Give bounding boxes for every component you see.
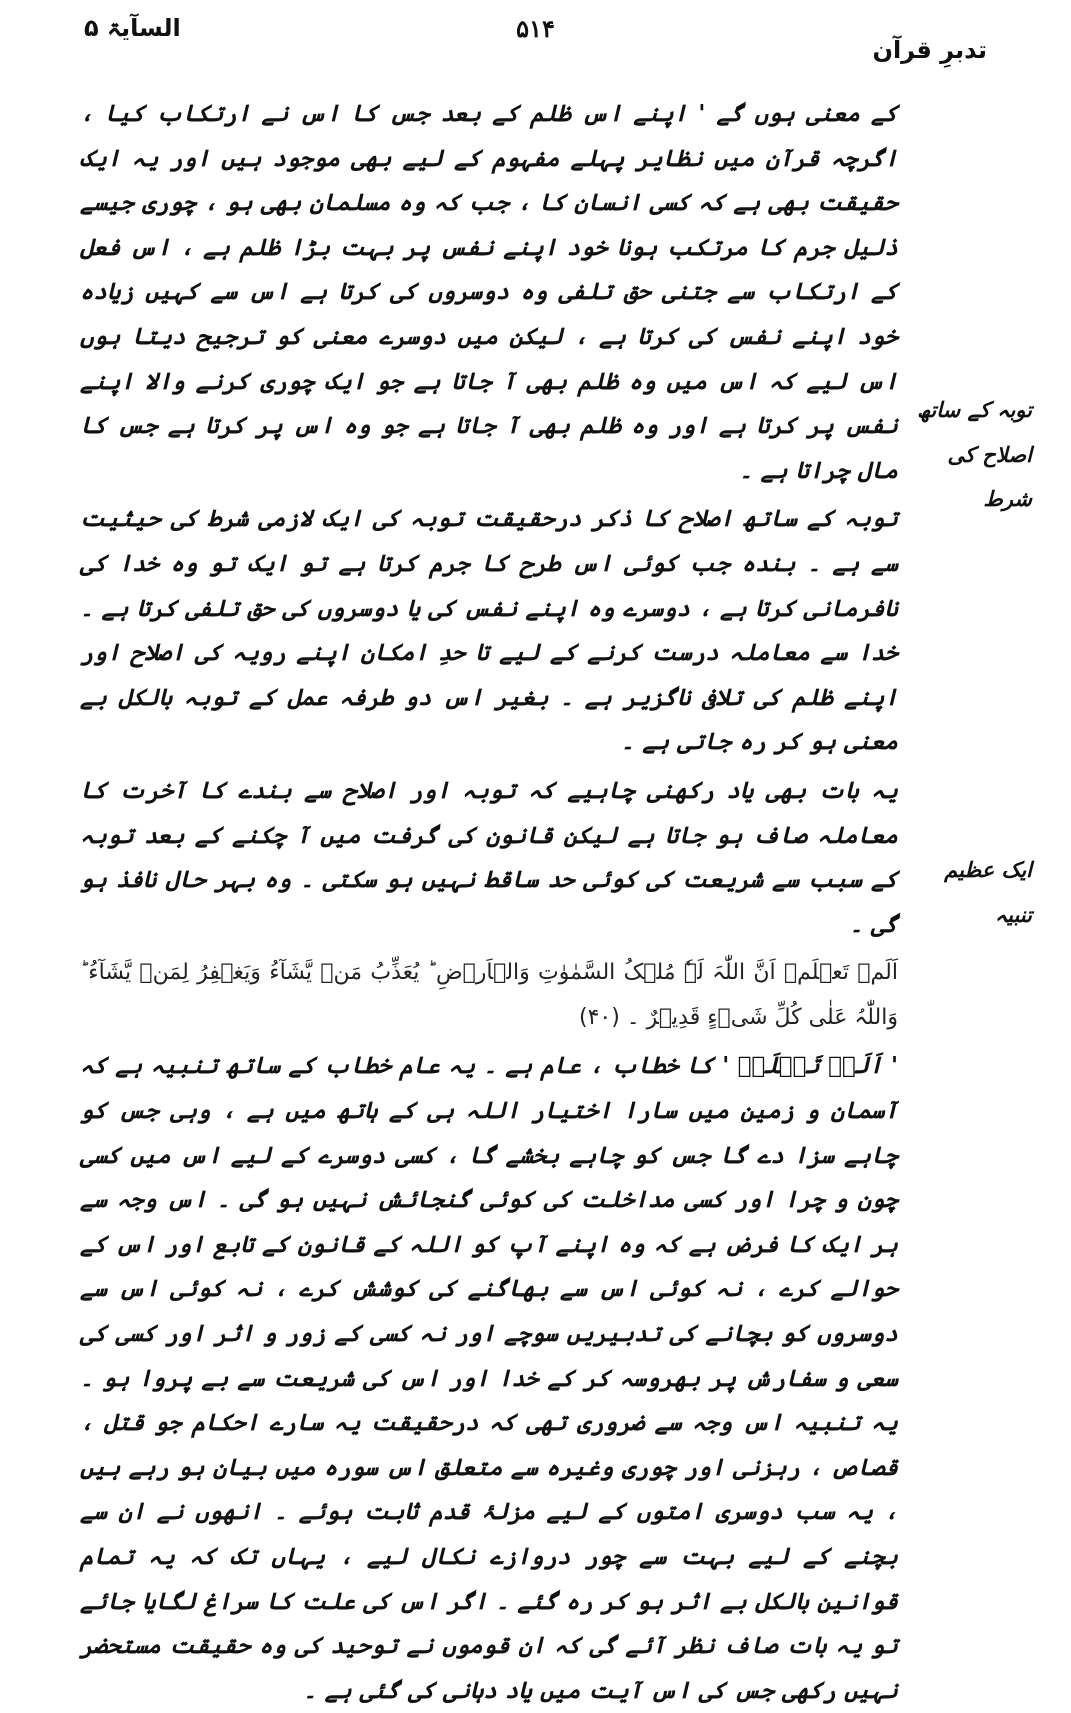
book-title: تدبرِ قرآن — [872, 36, 987, 64]
page-body — [80, 92, 898, 1713]
margin-note-warning: ایک عظیم تنبیہ — [944, 858, 1032, 927]
page-number: ۵۱۴ — [516, 14, 555, 43]
margin-note-repentance: توبہ کے ساتھ اصلاح کی شرط — [917, 398, 1032, 512]
page-header — [70, 14, 1001, 62]
paragraph-2: توبہ کے ساتھ اصلاح کا ذکر درحقیقت توبہ کی ایک لازمی شرط کی حیثیت سے ہے ۔ بندہ جب کوئی اس طرح کا جرم کرتا ہے تو ایک تو وہ خدا کی نافرمانی کرتا ہے ، دوسرے وہ اپنے نفس کی یا دوسروں کی حق تلفی کرتا ہے ۔ خدا سے معاملہ درست کرنے کے لیے تا حدِ امکان اپنے رویہ کی اصلاح اور اپنے ظلم کی تلافی ناگزیر ہے ۔ بغیر اس دو طرفہ عمل کے توبہ بالکل بے معنی ہو کر رہ جاتی ہے ۔ — [80, 506, 898, 756]
surah-name: السآیۃ ۵ — [84, 14, 181, 42]
paragraph-3: یہ بات بھی یاد رکھنی چاہیے کہ توبہ اور اصلاح سے بندے کا آخرت کا معاملہ صاف ہو جاتا ہے لیکن قانون کی گرفت میں آ چکنے کے بعد توبہ کے سبب سے شریعت کی کوئی حد ساقط نہیں ہو سکتی ۔ وہ بہر حال نافذ ہو گی ۔ — [80, 777, 898, 938]
paragraph-1: کے معنی ہوں گے ' اپنے اس ظلم کے بعد جس کا اس نے ارتکاب کیا ، اگرچہ قرآن میں نظایر پہلے مفہوم کے لیے بھی موجود ہیں اور یہ ایک حقیقت بھی ہے کہ کسی انسان کا ، جب کہ وہ مسلمان بھی ہو ، چوری جیسے ذلیل جرم کا مرتکب ہونا خود اپنے نفس پر بہت بڑا ظلم ہے ، اس فعل کے ارتکاب سے جتنی حق تلفی وہ دوسروں کی کرتا ہے اس سے کہیں زیادہ خود اپنے نفس کی کرتا ہے ، لیکن میں دوسرے معنی کو ترجیح دیتا ہوں اس لیے کہ اس میں وہ ظلم بھی آ جاتا ہے جو ایک چوری کرنے والا اپنے نفس پر کرتا ہے اور وہ ظلم بھی آ جاتا ہے جو وہ اس پر کرتا ہے جس کا مال چراتا ہے ۔ — [80, 101, 898, 484]
paragraph-4: ' اَلَمۡ تَعۡلَمۡ ' کا خطاب ، عام ہے ۔ یہ عام خطاب کے ساتھ تنبیہ ہے کہ آسمان و زمین میں سارا اختیار اللہ ہی کے ہاتھ میں ہے ، وہی جس کو چاہے سزا دے گا جس کو چاہے بخشے گا ، کسی دوسرے کے لیے اس میں کسی چون و چرا اور کسی مداخلت کی کوئی گنجائش نہیں ہو گی ۔ اس وجہ سے ہر ایک کا فرض ہے کہ وہ اپنے آپ کو اللہ کے قانون کے تابع اور اس کے حوالے کرے ، نہ کوئی اس سے بھاگنے کی کوشش کرے ، نہ کوئی اس سے دوسروں کو بچانے کی تدبیریں سوچے اور نہ کسی کے زور و اثر اور کسی کی سعی و سفارش پر بھروسہ کر کے خدا اور اس کی شریعت سے بے پروا ہو ۔ یہ تنبیہ اس وجہ سے ضروری تھی کہ درحقیقت یہ سارے احکام جو قتل ، قصاص ، رہزنی اور چوری وغیرہ سے متعلق اس سورہ میں بیان ہو رہے ہیں ، یہ سب دوسری امتوں کے لیے مزلۂ قدم ثابت ہوئے ۔ انھوں نے ان سے بچنے کے لیے بہت سے چور دروازے نکال لیے ، یہاں تک کہ یہ تمام قوانین بالکل بے اثر ہو کر رہ گئے ۔ اگر اس کی علت کا سراغ لگایا جائے تو یہ بات صاف نظر آئے گی کہ ان قوموں نے توحید کی وہ حقیقت مستحضر نہیں رکھی جس کی اس آیت میں یاد دہانی کی گئی ہے ۔ — [80, 1053, 898, 1704]
quran-verse: اَلَمۡ تَعۡلَمۡ اَنَّ اللّٰہَ لَہٗ مُلۡکُ السَّمٰوٰتِ وَالۡاَرۡضِ ؕ یُعَذِّبُ مَنۡ یَّشَآءُ وَیَغۡفِرُ لِمَنۡ یَّشَآءُ ؕ وَاللّٰہُ عَلٰی کُلِّ شَیۡءٍ قَدِیۡرٌ ۔ (۴۰) — [80, 960, 898, 1030]
